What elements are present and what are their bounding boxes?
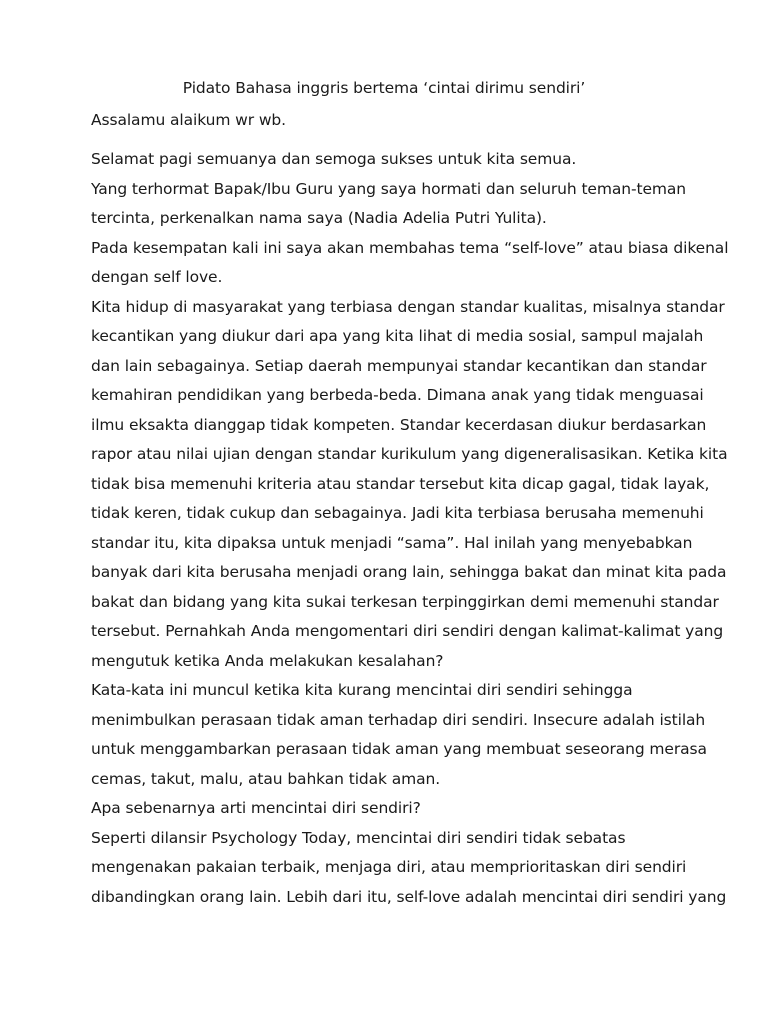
document-body (91, 145, 729, 912)
text-line: Kita hidup di masyarakat yang terbiasa dengan standar kualitas, misalnya standar (91, 297, 725, 316)
paragraph (91, 145, 691, 175)
text-line: dengan self love. (91, 268, 223, 286)
text-line: cemas, takut, malu, atau bahkan tidak aman. (91, 769, 441, 788)
text-line: mengenakan pakaian terbaik, menjaga diri, atau memprioritaskan diri sendiri (91, 858, 687, 876)
text-line: untuk menggambarkan perasaan tidak aman yang membuat seseorang merasa (91, 740, 707, 758)
text-line: Yang terhormat Bapak/Ibu Guru yang saya hormati dan seluruh teman-teman (91, 179, 687, 198)
text-line: Selamat pagi semuanya dan semoga sukses untuk kita semua. (91, 150, 577, 168)
greeting-line: Assalamu alaikum wr wb. (91, 111, 286, 129)
text-line: kemahiran pendidikan yang berbeda-beda. Dimana anak yang tidak menguasai (91, 386, 704, 404)
paragraph (91, 234, 729, 293)
text-line: ilmu eksakta dianggap tidak kompeten. Standar kecerdasan diukur berdasarkan (91, 415, 707, 434)
text-line: mengutuk ketika Anda melakukan kesalahan? (91, 651, 444, 670)
text-line: kecantikan yang diukur dari apa yang kita lihat di media sosial, sampul majalah (91, 327, 704, 345)
paragraph (91, 794, 691, 824)
paragraph (91, 175, 691, 234)
text-line: menimbulkan perasaan tidak aman terhadap diri sendiri. Insecure adalah istilah (91, 710, 706, 729)
paragraph (91, 824, 727, 913)
text-line: tidak keren, tidak cukup dan sebagainya. Jadi kita terbiasa berusaha memenuhi (91, 504, 704, 522)
text-line: Pada kesempatan kali ini saya akan membahas tema “self-love” atau biasa dikenal (91, 238, 729, 257)
text-line: Kata-kata ini muncul ketika kita kurang mencintai diri sendiri sehingga (91, 681, 633, 699)
document-title: Pidato Bahasa inggris bertema ‘cintai dirimu sendiri’ (182, 79, 586, 97)
text-line: dan lain sebagainya. Setiap daerah mempunyai standar kecantikan dan standar (91, 356, 707, 375)
text-line: Apa sebenarnya arti mencintai diri sendiri? (91, 799, 421, 817)
text-line: Seperti dilansir Psychology Today, mencintai diri sendiri tidak sebatas (91, 828, 626, 847)
text-line: bakat dan bidang yang kita sukai terkesan terpinggirkan demi memenuhi standar (91, 592, 719, 611)
paragraph (91, 293, 728, 677)
text-line: rapor atau nilai ujian dengan standar kurikulum yang digeneralisasikan. Ketika kita (91, 445, 728, 463)
text-line: standar itu, kita dipaksa untuk menjadi “sama”. Hal inilah yang menyebabkan (91, 533, 693, 552)
text-line: tersebut. Pernahkah Anda mengomentari diri sendiri dengan kalimat-kalimat yang (91, 622, 724, 640)
text-line: banyak dari kita berusaha menjadi orang lain, sehingga bakat dan minat kita pada (91, 563, 727, 581)
text-line: tercinta, perkenalkan nama saya (Nadia Adelia Putri Yulita). (91, 209, 547, 227)
text-line: tidak bisa memenuhi kriteria atau standar tersebut kita dicap gagal, tidak layak, (91, 474, 710, 493)
text-line: dibandingkan orang lain. Lebih dari itu, self-love adalah mencintai diri sendiri yang (91, 887, 727, 906)
paragraph (91, 676, 707, 794)
